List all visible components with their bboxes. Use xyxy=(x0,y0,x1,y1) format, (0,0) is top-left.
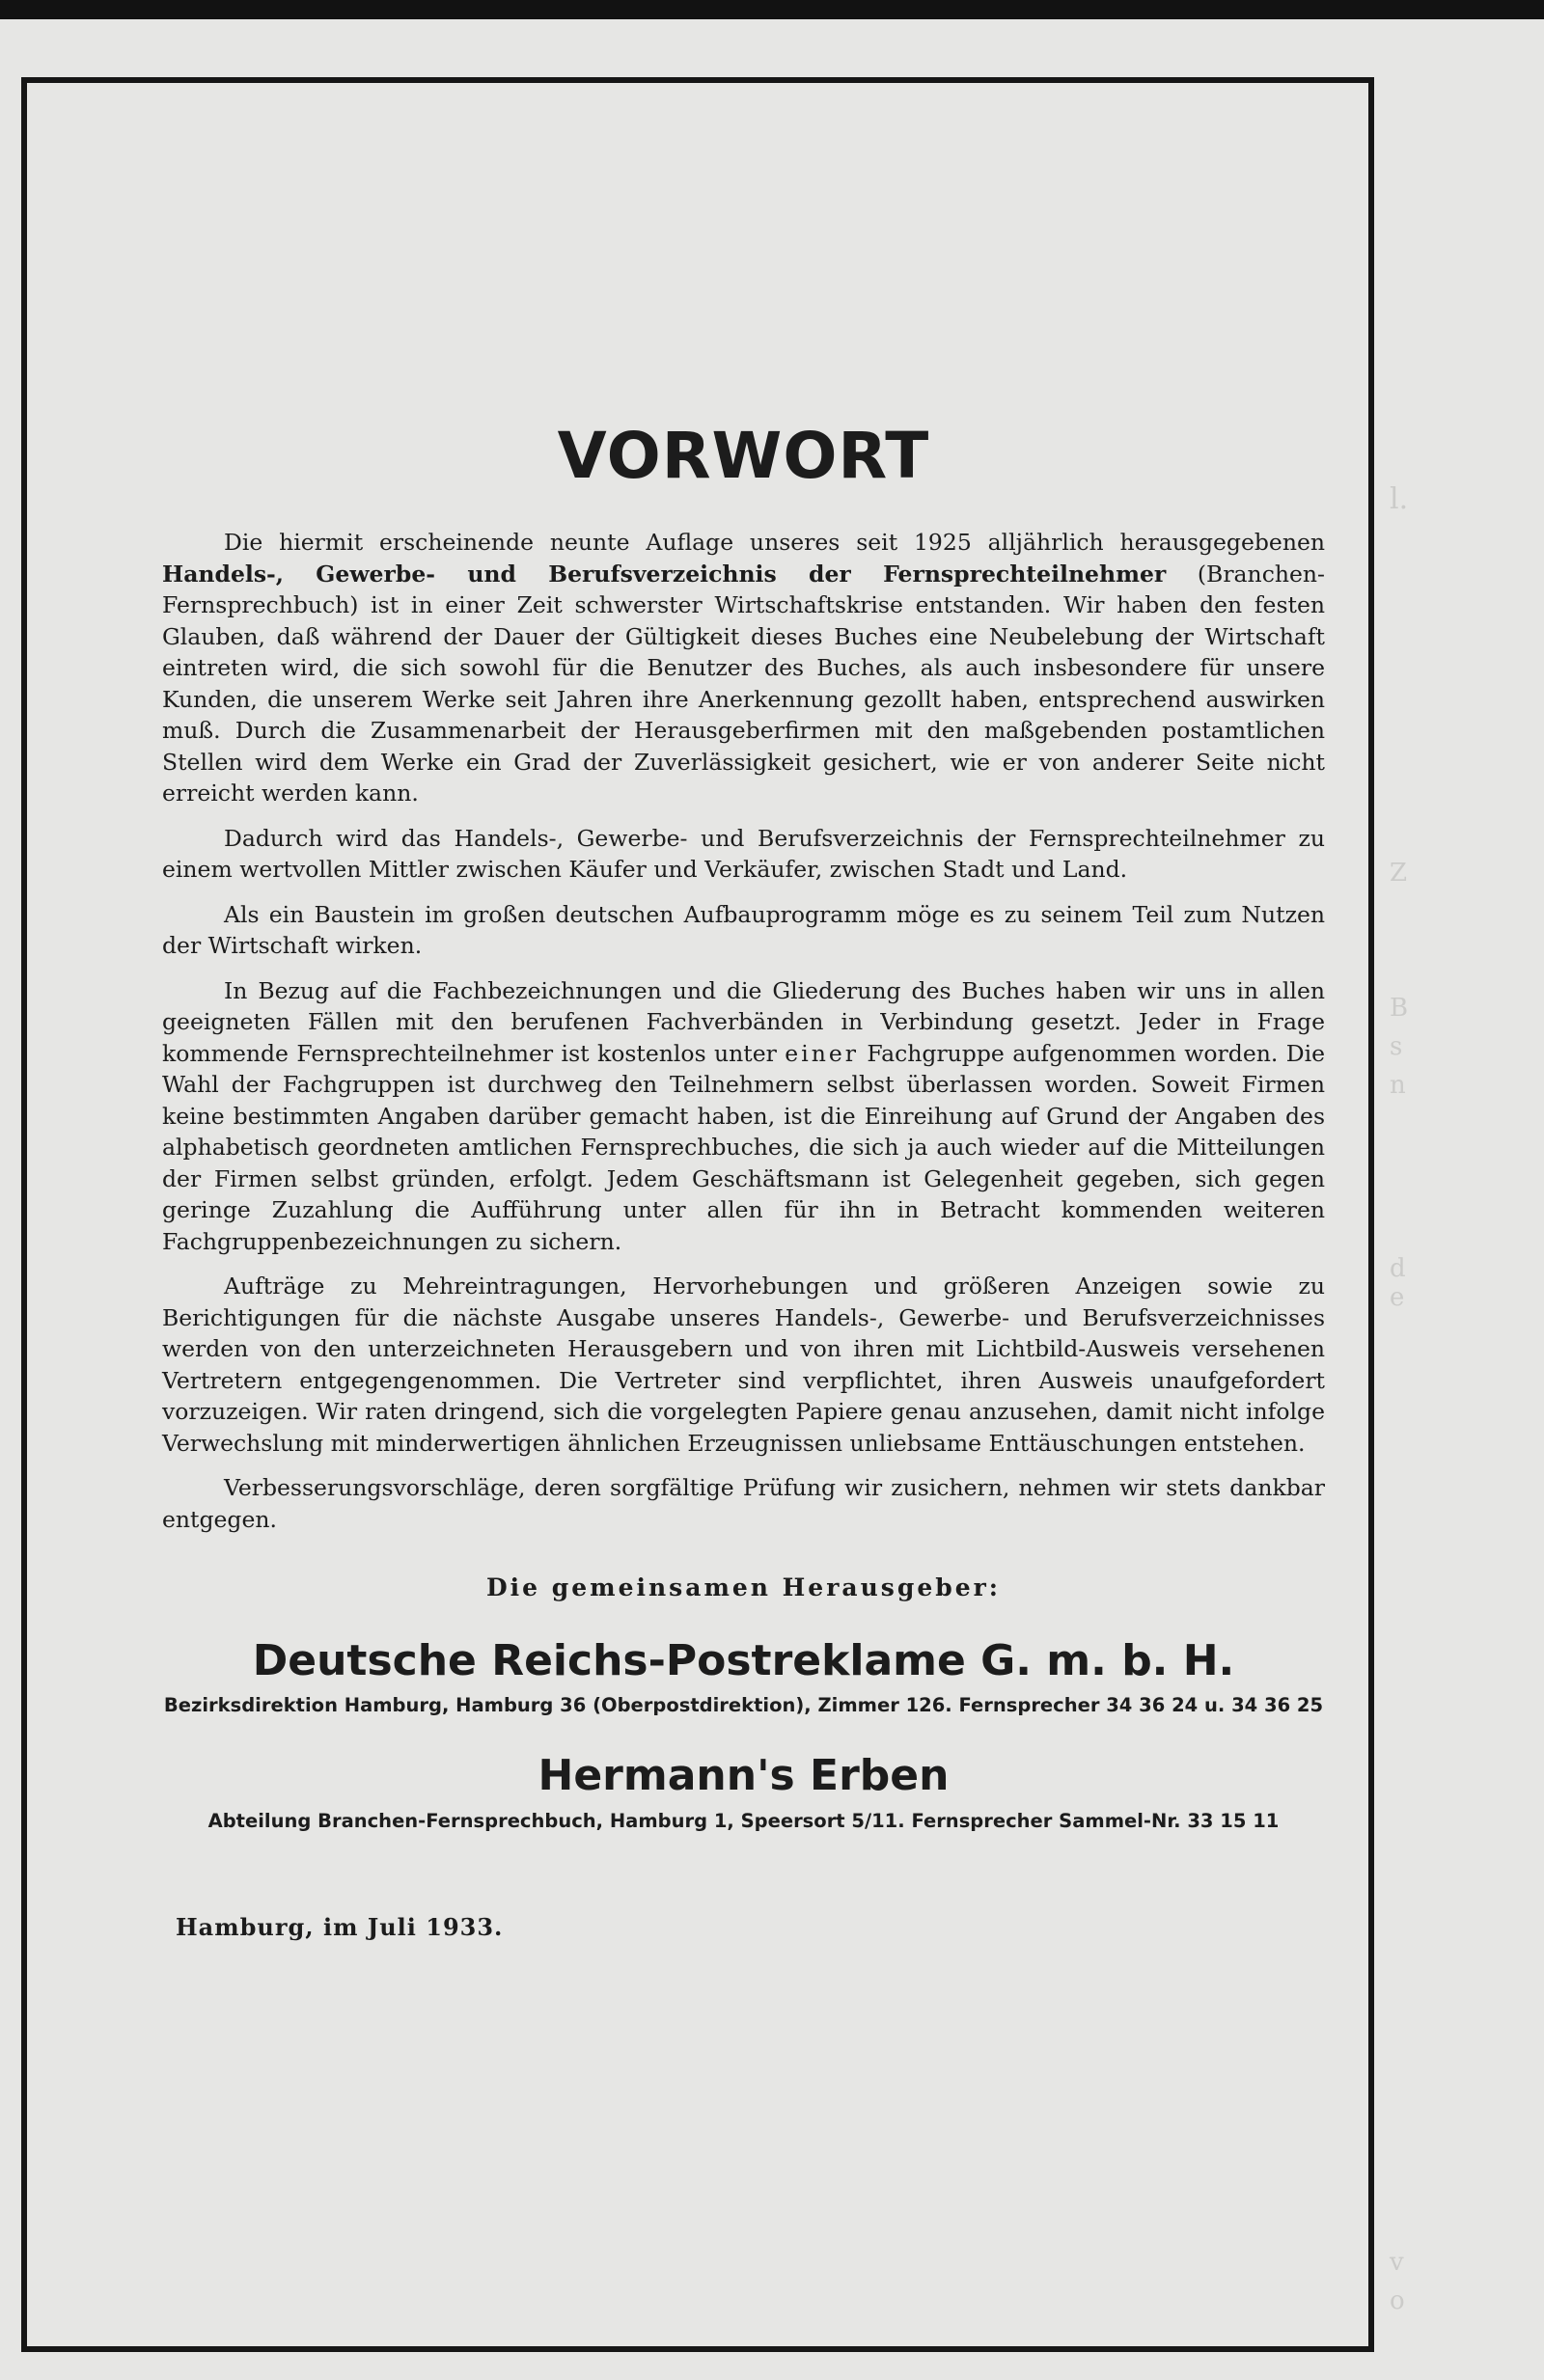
margin-fragment: s xyxy=(1390,1032,1403,1061)
paragraph-1-body: (Branchen-Fernsprechbuch) ist in einer Zeit schwerster Wirtschaftskrise entstanden. Wir haben den festen Glauben, daß während der Dauer der Gültigkeit dieses Buches eine Neubelebung der Wirtschaft eintreten wird, die sich sowohl für die Benutzer des Buches, als auch insbesondere für unsere Kunden, die unserem Werke seit Jahren ihre Anerkennung gezollt haben, entsprechend auswirken muß. Durch die Zusammenarbeit der Herausgeberfirmen mit den maßgebenden postamtlichen Stellen wird dem Werke ein Grad der Zuverlässigkeit gesichert, wie er von anderer Seite nicht erreicht werden kann. xyxy=(162,560,1325,807)
margin-fragment: l. xyxy=(1390,482,1409,516)
margin-fragment: Z xyxy=(1390,859,1408,888)
publisher-name-2: Hermann's Erben xyxy=(538,1751,950,1801)
margin-fragment: o xyxy=(1390,2286,1405,2315)
page-title: VORWORT xyxy=(557,419,930,493)
directory-title: Handels-, Gewerbe- und Berufsverzeichnis der Fernsprechteilnehmer xyxy=(162,560,1167,588)
foreword-content xyxy=(162,419,1325,1941)
paragraph-1 xyxy=(162,527,1325,809)
emphasized-word: einer xyxy=(785,1039,859,1067)
paragraph-3: Als ein Baustein im großen deutschen Aufbauprogramm möge es zu seinem Teil zum Nutzen der Wirtschaft wirken. xyxy=(162,900,1325,959)
document-page xyxy=(0,19,1544,2380)
paragraph-1-intro: Die hiermit erscheinende neunte Auflage unseres seit 1925 alljährlich herausgegebenen xyxy=(224,529,1325,556)
paragraph-4-intro: In Bezug auf die Fachbezeichnungen und die Gliederung des Buches haben wir uns in allen geeigneten Fällen mit den berufenen Fachverbänden in Verbindung gesetzt. Jeder in Frage kommende Fernsprechteilnehmer ist kostenlos unter xyxy=(162,976,1325,1067)
paragraph-4-body: Fachgruppe aufgenommen worden. Die Wahl der Fachgruppen ist durchweg den Teilnehmern selbst überlassen worden. Soweit Firmen keine bestimmten Angaben darüber gemacht haben, ist die Einreihung auf Grund der Angaben des alphabetisch geordneten amtlichen Fernsprechbuches, die sich ja auch wieder auf die Mitteilungen der Firmen selbst gründen, erfolgt. Jedem Geschäftsmann ist Gelegenheit gegeben, sich gegen geringe Zuzahlung die Aufführung unter allen für ihn in Betracht kommenden weiteren Fachgruppenbezeichnungen zu sichern. xyxy=(162,1039,1325,1255)
paragraph-4 xyxy=(162,975,1325,1258)
publisher-name-1: Deutsche Reichs-Postreklame G. m. b. H. xyxy=(252,1636,1235,1685)
margin-fragment: d xyxy=(1390,1254,1406,1283)
paragraph-5: Aufträge zu Mehreintragungen, Hervorhebungen und größeren Anzeigen sowie zu Berichtigungen für die nächste Ausgabe unseres Handels-, Gewerbe- und Berufsverzeichnisses werden von den unterzeichneten Herausgebern und von ihren mit Lichtbild-Ausweis versehenen Vertretern entgegengenommen. Die Vertreter sind verpflichtet, ihren Ausweis unaufgefordert vorzuzeigen. Wir raten dringend, sich die vorgelegten Papiere genau anzusehen, damit nicht infolge Verwechslung mit minderwertigen ähnlichen Erzeugnissen unliebsame Enttäuschungen entstehen. xyxy=(162,1272,1325,1457)
signoff-line: Die gemeinsamen Herausgeber: xyxy=(485,1573,1002,1601)
paragraph-2: Dadurch wird das Handels-, Gewerbe- und Berufsverzeichnis der Fernsprechteilnehmer zu einem wertvollen Mittler zwischen Käufer und Verkäufer, zwischen Stadt und Land. xyxy=(162,824,1325,883)
margin-fragment: e xyxy=(1390,1283,1405,1312)
place-date: Hamburg, im Juli 1933. xyxy=(176,1912,504,1941)
publisher-address-2: Abteilung Branchen-Fernsprechbuch, Hamburg 1, Speersort 5/11. Fernsprecher Sammel-Nr. 33 15 11 xyxy=(207,1809,1280,1832)
margin-fragment: n xyxy=(1390,1071,1406,1100)
margin-fragment: v xyxy=(1390,2248,1404,2277)
publisher-address-1: Bezirksdirektion Hamburg, Hamburg 36 (Oberpostdirektion), Zimmer 126. Fernsprecher 34 36 24 u. 34 36 25 xyxy=(163,1694,1324,1717)
margin-fragment: B xyxy=(1390,994,1409,1023)
paragraph-6: Verbesserungsvorschläge, deren sorgfältige Prüfung wir zusichern, nehmen wir stets dankbar entgegen. xyxy=(162,1474,1325,1533)
